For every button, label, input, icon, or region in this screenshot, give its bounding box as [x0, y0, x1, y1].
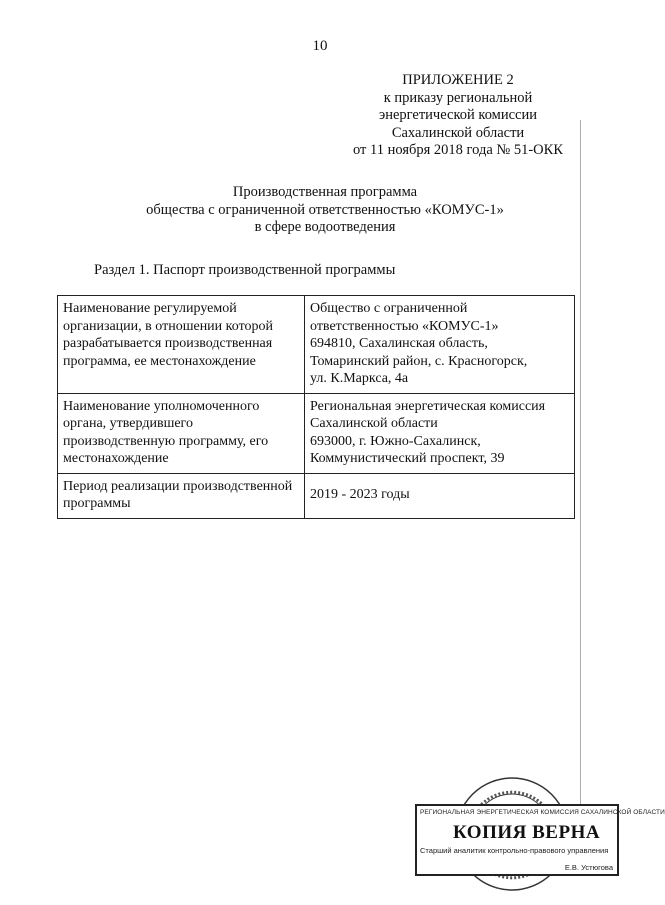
table-row — [58, 473, 575, 518]
appendix-line: к приказу региональной — [383, 89, 533, 106]
row-value — [305, 393, 575, 473]
section-heading: Раздел 1. Паспорт производственной программы — [94, 262, 396, 278]
row-value — [305, 473, 575, 518]
row-label: Наименование уполномоченного органа, утвердившего производственную программу, его местонахождение — [58, 393, 305, 473]
certified-copy-stamp — [415, 804, 665, 876]
value-line: ул. К.Маркса, 4а — [310, 371, 409, 386]
appendix-header — [330, 72, 586, 160]
title-line: общества с ограниченной ответственностью «КОМУС-1» — [146, 201, 504, 218]
scan-edge-line — [580, 120, 581, 840]
row-label: Период реализации производственной программы — [58, 473, 305, 518]
stamp-main-text: КОПИЯ ВЕРНА — [453, 822, 601, 843]
appendix-order-ref: от 11 ноября 2018 года № 51-ОКК — [352, 142, 564, 158]
table-row — [58, 393, 575, 473]
stamp-name: Е.В. Устюгова — [564, 863, 613, 872]
appendix-line: энергетической комиссии — [378, 107, 538, 123]
value-line: 693000, г. Южно-Сахалинск, Коммунистический проспект, 39 — [310, 433, 505, 466]
stamp-position: Старший аналитик контрольно-правового управления — [420, 846, 609, 855]
value-line: Общество с ограниченной ответственностью «КОМУС-1» — [310, 301, 499, 334]
title-line: Производственная программа — [232, 184, 418, 200]
value-line: 694810, Сахалинская область, Томаринский район, с. Красногорск, — [310, 336, 528, 369]
row-label: Наименование регулируемой организации, в отношении которой разрабатывается производственная программа, ее местонахождение — [58, 296, 305, 394]
row-value — [305, 296, 575, 394]
passport-table — [57, 295, 575, 519]
appendix-title: ПРИЛОЖЕНИЕ 2 — [402, 72, 514, 88]
page-number: 10 — [312, 38, 328, 54]
appendix-line: Сахалинской области — [391, 124, 525, 141]
value-line: 2019 - 2023 годы — [310, 487, 410, 503]
title-line: в сфере водоотведения — [254, 219, 396, 235]
stamp-organization: РЕГИОНАЛЬНАЯ ЭНЕРГЕТИЧЕСКАЯ КОМИССИЯ САХАЛИНСКОЙ ОБЛАСТИ — [420, 809, 665, 816]
value-line: Региональная энергетическая комиссия Сахалинской области — [310, 398, 546, 431]
table-row — [58, 296, 575, 394]
document-title — [100, 184, 550, 237]
